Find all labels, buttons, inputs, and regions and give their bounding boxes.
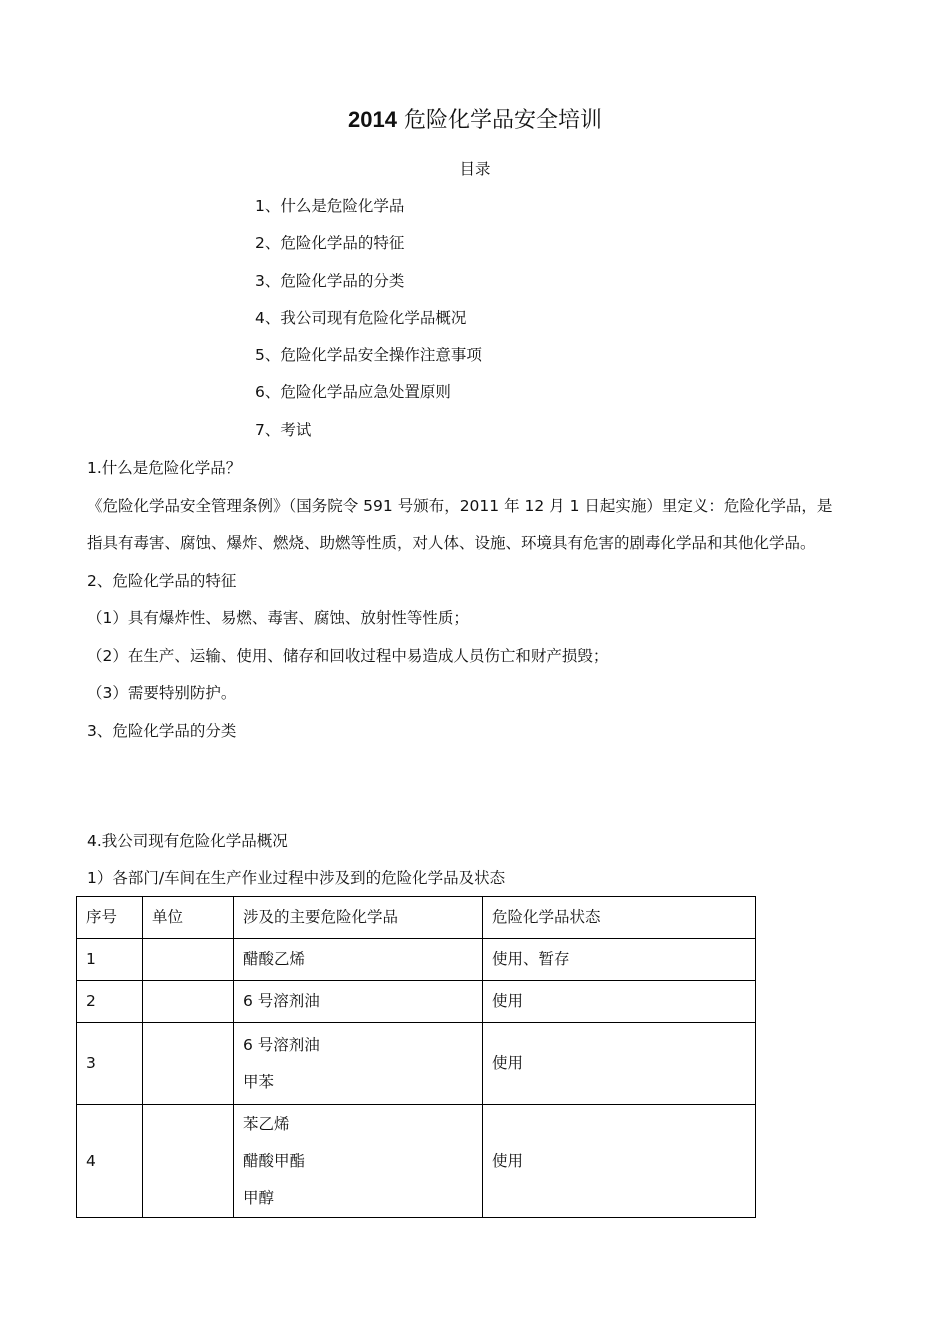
section-heading: 1.什么是危险化学品？	[87, 459, 242, 477]
toc-item: 2、危险化学品的特征	[255, 234, 405, 253]
toc-heading: 目录	[459, 160, 491, 178]
row-number-cell: 4	[77, 1105, 143, 1218]
sub-heading: 1）各部门/车间在生产作业过程中涉及到的危险化学品及状态	[87, 869, 506, 887]
state-cell: 使用	[483, 981, 756, 1023]
unit-cell	[143, 939, 234, 981]
body-section-4	[87, 830, 877, 904]
header-cell: 危险化学品状态	[483, 897, 756, 939]
table-row	[77, 1105, 756, 1218]
chemical-name: 甲醇	[243, 1188, 275, 1207]
row-number-cell: 2	[77, 981, 143, 1023]
table-row	[77, 939, 756, 981]
table-of-contents	[255, 195, 482, 456]
table-header-row	[77, 897, 756, 939]
header-cell: 涉及的主要危险化学品	[234, 897, 483, 939]
section-heading: 4.我公司现有危险化学品概况	[87, 832, 288, 850]
toc-item: 4、我公司现有危险化学品概况	[255, 308, 467, 327]
toc-item: 1、什么是危险化学品	[255, 197, 405, 215]
chemicals-cell	[234, 1023, 483, 1105]
definition-paragraph-line: 指具有毒害、腐蚀、爆炸、燃烧、助燃等性质，对人体、设施、环境具有危害的剧毒化学品和其他化学品。	[87, 534, 816, 552]
toc-item: 3、危险化学品的分类	[255, 271, 405, 290]
chemicals-cell	[234, 1105, 483, 1218]
chemical-name: 6 号溶剂油	[243, 992, 320, 1010]
body-sections-1-3	[87, 457, 877, 757]
chemical-name: 苯乙烯	[243, 1114, 290, 1133]
title-text: 危险化学品安全培训	[403, 108, 602, 133]
list-item: （3）需要特别防护。	[87, 684, 237, 702]
table-row	[77, 981, 756, 1023]
header-cell: 单位	[143, 897, 234, 939]
title-year: 2014	[348, 107, 397, 132]
state-cell: 使用	[483, 1105, 756, 1218]
chemical-name: 醋酸乙烯	[243, 950, 306, 968]
section-heading: 2、危险化学品的特征	[87, 571, 237, 590]
toc-item: 6、危险化学品应急处置原则	[255, 383, 451, 402]
header-cell: 序号	[77, 897, 143, 939]
row-number-cell: 3	[77, 1023, 143, 1105]
table-row	[77, 1023, 756, 1105]
chemical-name: 6 号溶剂油	[243, 1035, 320, 1054]
toc-item: 7、考试	[255, 420, 312, 439]
state-cell: 使用、暂存	[483, 939, 756, 981]
chemical-name: 醋酸甲酯	[243, 1151, 306, 1170]
state-cell: 使用	[483, 1023, 756, 1105]
definition-paragraph-line: 《危险化学品安全管理条例》（国务院令 591 号颁布，2011 年 12 月 1 日起实施）里定义：危险化学品，是	[87, 496, 833, 515]
unit-cell	[143, 981, 234, 1023]
chemicals-cell	[234, 981, 483, 1023]
document-title	[0, 104, 950, 137]
list-item: （1）具有爆炸性、易燃、毒害、腐蚀、放射性等性质；	[87, 609, 469, 627]
toc-item: 5、危险化学品安全操作注意事项	[255, 346, 482, 365]
chemical-name: 甲苯	[243, 1072, 275, 1091]
unit-cell	[143, 1023, 234, 1105]
chemicals-cell	[234, 939, 483, 981]
section-heading: 3、危险化学品的分类	[87, 721, 237, 740]
unit-cell	[143, 1105, 234, 1218]
row-number-cell: 1	[77, 939, 143, 981]
chemicals-table	[76, 896, 756, 1218]
list-item: （2）在生产、运输、使用、储存和回收过程中易造成人员伤亡和财产损毁；	[87, 646, 609, 665]
